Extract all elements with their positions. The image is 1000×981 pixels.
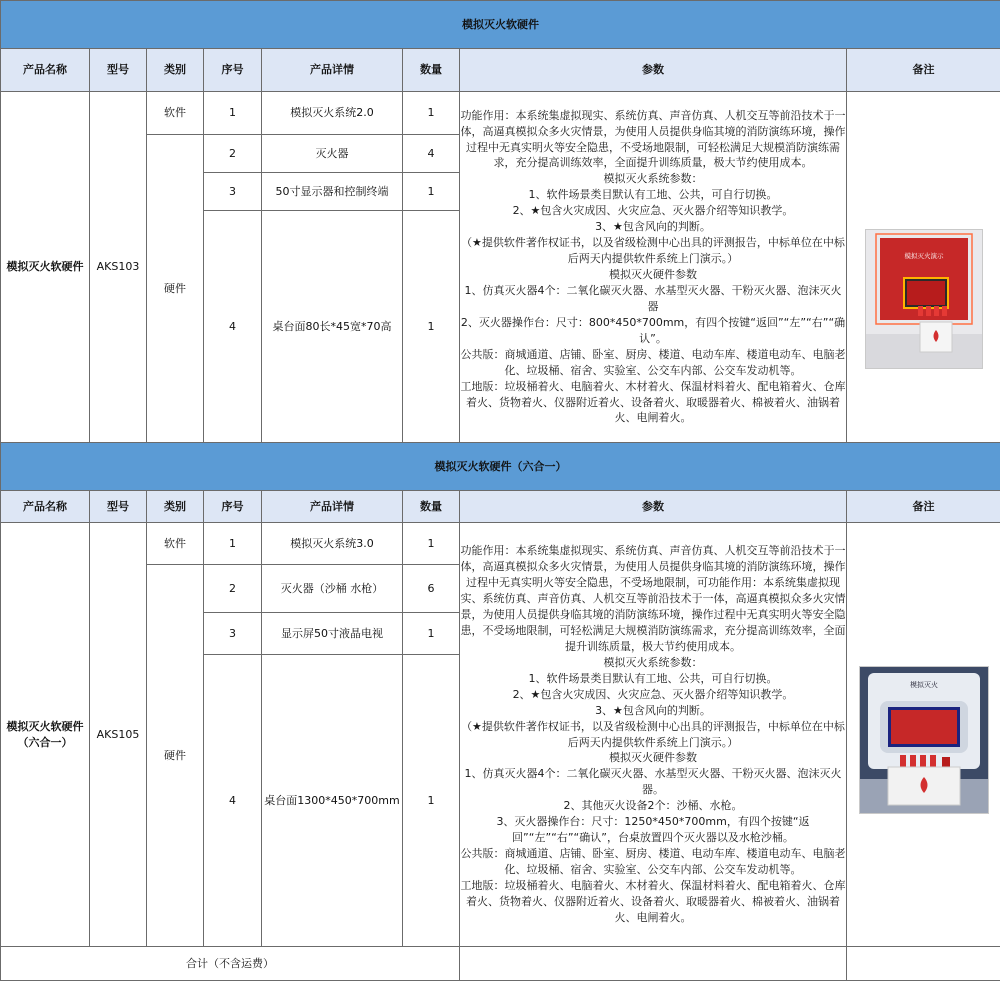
quantity: 6 bbox=[403, 565, 460, 613]
photo-caption: 模拟灭火 bbox=[910, 680, 938, 689]
quantity: 1 bbox=[403, 655, 460, 947]
param-line: 1、仿真灭火器4个：二氧化碳灭火器、水基型灭火器、干粉灭火器、泡沫灭火器。 bbox=[460, 766, 846, 798]
param-line: 公共版：商城通道、店铺、卧室、厨房、楼道、电动车库、楼道电动车、电脑老化、垃圾桶、宿舍、实验室、公交车内部、公交车发动机等。 bbox=[460, 846, 846, 878]
param-line: 2、★包含火灾成因、火灾应急、灭火器介绍等知识教学。 bbox=[460, 203, 846, 219]
category-hardware: 硬件 bbox=[147, 135, 204, 443]
param-line: 1、软件场景类目默认有工地、公共，可自行切换。 bbox=[460, 187, 846, 203]
serial-number: 4 bbox=[204, 211, 262, 443]
model-number: AKS105 bbox=[90, 523, 147, 947]
section1-header-row bbox=[1, 49, 1000, 92]
photo-illustration bbox=[860, 667, 988, 813]
serial-number: 2 bbox=[204, 135, 262, 173]
param-line: 工地版：垃圾桶着火、电脑着火、木材着火、保温材料着火、配电箱着火、仓库着火、货物着火、仪器附近着火、设备着火、取暖器着火、棉被着火、油锅着火、电闸着火。 bbox=[460, 379, 846, 427]
quantity: 4 bbox=[403, 135, 460, 173]
model-number: AKS103 bbox=[90, 92, 147, 443]
param-line: 功能作用：本系统集虚拟现实、系统仿真、声音仿真、人机交互等前沿技术于一体，高逼真模拟众多火灾情景，为使用人员提供身临其境的消防演练环境，操作过程中无真实明火等安全隐患，不受场地限制，可功能作用：本系统集虚拟现实、系统仿真、声音仿真、人机交互等前沿技术于一体，高逼真模拟众多火灾情景，为使用人员提供身临其境的消防演练环境，操作过程中无真实明火等安全隐患，不受场地限制，可轻松满足大规模消防演练需求，充分提高训练效率，全面提升训练质量，极大节约使用成本。 bbox=[460, 543, 846, 655]
header-note: 备注 bbox=[847, 491, 1000, 523]
param-line: 3、★包含风向的判断。 bbox=[460, 703, 846, 719]
params-cell bbox=[460, 92, 847, 443]
header-product-name: 产品名称 bbox=[1, 491, 90, 523]
params-cell bbox=[460, 523, 847, 947]
header-params: 参数 bbox=[460, 491, 847, 523]
header-category: 类别 bbox=[147, 491, 204, 523]
header-detail: 产品详情 bbox=[262, 491, 403, 523]
product-name-line: 模拟灭火软硬件 bbox=[1, 719, 89, 735]
header-category: 类别 bbox=[147, 49, 204, 92]
param-line: 模拟灭火系统参数： bbox=[460, 171, 846, 187]
param-line: 2、★包含火灾成因、火灾应急、灭火器介绍等知识教学。 bbox=[460, 687, 846, 703]
header-quantity: 数量 bbox=[403, 491, 460, 523]
quantity: 1 bbox=[403, 173, 460, 211]
serial-number: 1 bbox=[204, 92, 262, 135]
product-detail: 桌台面80长*45宽*70高 bbox=[262, 211, 403, 443]
serial-number: 3 bbox=[204, 173, 262, 211]
param-line: 模拟灭火硬件参数 bbox=[460, 750, 846, 766]
param-line: 模拟灭火系统参数： bbox=[460, 655, 846, 671]
category-hardware: 硬件 bbox=[147, 565, 204, 947]
table-row bbox=[1, 523, 1000, 565]
section1-title: 模拟灭火软硬件 bbox=[1, 1, 1000, 49]
param-line: 2、灭火器操作台：尺寸：800*450*700mm，有四个按键“返回”“左”“右”“确认”。 bbox=[460, 315, 846, 347]
note-cell bbox=[847, 523, 1000, 947]
product-detail: 灭火器（沙桶 水枪） bbox=[262, 565, 403, 613]
header-product-name: 产品名称 bbox=[1, 49, 90, 92]
header-note: 备注 bbox=[847, 49, 1000, 92]
section2-header-row bbox=[1, 491, 1000, 523]
header-quantity: 数量 bbox=[403, 49, 460, 92]
section2-title: 模拟灭火软硬件（六合一） bbox=[1, 443, 1000, 491]
fire-simulator-booth-photo bbox=[865, 229, 983, 369]
header-model: 型号 bbox=[90, 49, 147, 92]
serial-number: 1 bbox=[204, 523, 262, 565]
product-detail: 桌台面1300*450*700mm bbox=[262, 655, 403, 947]
header-params: 参数 bbox=[460, 49, 847, 92]
photo-caption: 模拟灭火演示 bbox=[904, 251, 944, 260]
param-line: 模拟灭火硬件参数 bbox=[460, 267, 846, 283]
quantity: 1 bbox=[403, 523, 460, 565]
param-line: 3、灭火器操作台：尺寸：1250*450*700mm，有四个按键“返回”“左”“右”“确认”，台桌放置四个灭火器以及水枪沙桶。 bbox=[460, 814, 846, 846]
note-cell bbox=[847, 92, 1000, 443]
category-software: 软件 bbox=[147, 523, 204, 565]
total-label: 合计（不含运费） bbox=[1, 947, 460, 981]
header-detail: 产品详情 bbox=[262, 49, 403, 92]
total-note-cell bbox=[847, 947, 1000, 981]
product-name bbox=[1, 523, 90, 947]
header-model: 型号 bbox=[90, 491, 147, 523]
param-line: 公共版：商城通道、店铺、卧室、厨房、楼道、电动车库、楼道电动车、电脑老化、垃圾桶、宿舍、实验室、公交车内部、公交车发动机等。 bbox=[460, 347, 846, 379]
product-detail: 模拟灭火系统3.0 bbox=[262, 523, 403, 565]
product-name-line: （六合一） bbox=[1, 735, 89, 751]
param-line: （★提供软件著作权证书，以及省级检测中心出具的评测报告，中标单位在中标后两天内提供软件系统上门演示。） bbox=[460, 235, 846, 267]
product-detail: 灭火器 bbox=[262, 135, 403, 173]
param-line: （★提供软件著作权证书，以及省级检测中心出具的评测报告，中标单位在中标后两天内提供软件系统上门演示。） bbox=[460, 719, 846, 751]
product-detail: 50寸显示器和控制终端 bbox=[262, 173, 403, 211]
serial-number: 4 bbox=[204, 655, 262, 947]
table-row bbox=[1, 92, 1000, 135]
product-detail: 显示屏50寸液晶电视 bbox=[262, 613, 403, 655]
param-line: 1、仿真灭火器4个：二氧化碳灭火器、水基型灭火器、干粉灭火器、泡沫灭火器 bbox=[460, 283, 846, 315]
quantity: 1 bbox=[403, 92, 460, 135]
serial-number: 2 bbox=[204, 565, 262, 613]
param-line: 工地版：垃圾桶着火、电脑着火、木材着火、保温材料着火、配电箱着火、仓库着火、货物着火、仪器附近着火、设备着火、取暖器着火、棉被着火、油锅着火、电闸着火。 bbox=[460, 878, 846, 926]
product-name: 模拟灭火软硬件 bbox=[1, 92, 90, 443]
serial-number: 3 bbox=[204, 613, 262, 655]
product-detail: 模拟灭火系统2.0 bbox=[262, 92, 403, 135]
total-value-cell bbox=[460, 947, 847, 981]
header-serial: 序号 bbox=[204, 491, 262, 523]
fire-simulator-six-in-one-photo bbox=[859, 666, 989, 814]
param-line: 1、软件场景类目默认有工地、公共，可自行切换。 bbox=[460, 671, 846, 687]
category-software: 软件 bbox=[147, 92, 204, 135]
photo-illustration bbox=[866, 230, 982, 368]
header-serial: 序号 bbox=[204, 49, 262, 92]
param-line: 功能作用：本系统集虚拟现实、系统仿真、声音仿真、人机交互等前沿技术于一体，高逼真模拟众多火灾情景，为使用人员提供身临其境的消防演练环境，操作过程中无真实明火等安全隐患，不受场地限制，可轻松满足大规模消防演练需求，充分提高训练效率，全面提升训练质量，极大节约使用成本。 bbox=[460, 108, 846, 172]
param-line: 3、★包含风向的判断。 bbox=[460, 219, 846, 235]
total-row bbox=[1, 947, 1000, 981]
quantity: 1 bbox=[403, 211, 460, 443]
quantity: 1 bbox=[403, 613, 460, 655]
param-line: 2、其他灭火设备2个：沙桶、水枪。 bbox=[460, 798, 846, 814]
